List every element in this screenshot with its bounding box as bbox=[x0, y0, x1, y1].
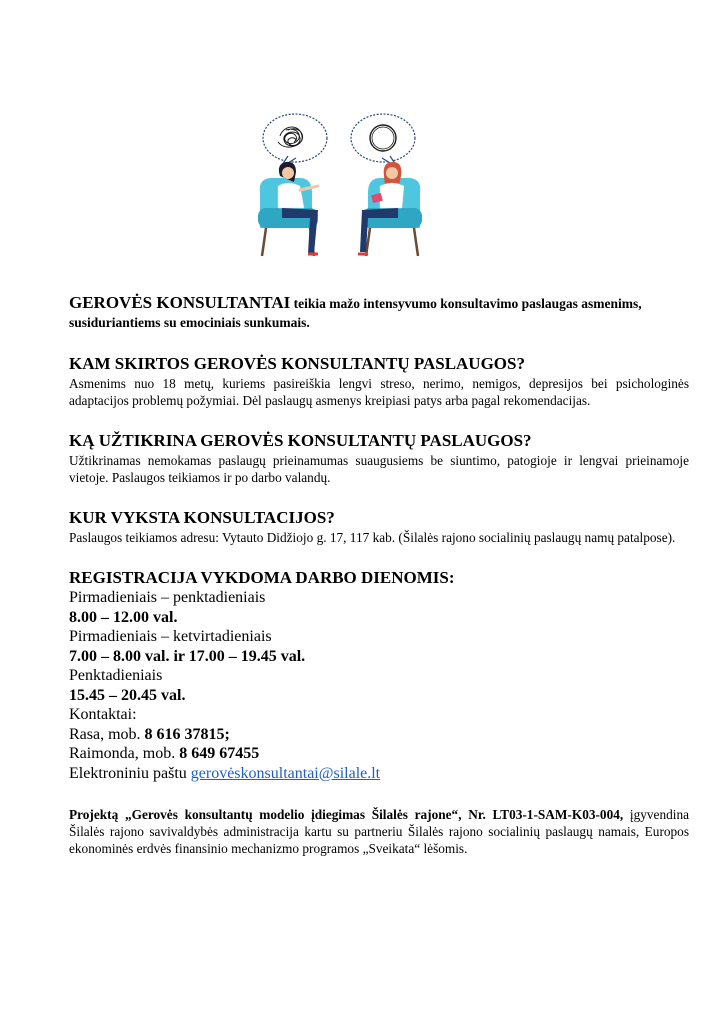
intro-lead: GEROVĖS KONSULTANTAI bbox=[69, 293, 291, 312]
email-line bbox=[69, 764, 689, 784]
consultation-illustration bbox=[250, 108, 430, 263]
schedule-days: Pirmadieniais – penktadieniais bbox=[69, 589, 266, 606]
section-text: Paslaugos teikiamos adresu: Vytauto Didžiojo g. 17, 117 kab. (Šilalės rajono socialinių paslaugų namų patalpose). bbox=[69, 530, 676, 545]
contact-raimonda bbox=[69, 744, 689, 764]
section-heading: KUR VYKSTA KONSULTACIJOS? bbox=[69, 508, 335, 527]
schedule-days: Penktadieniais bbox=[69, 667, 163, 684]
schedule-hours: 7.00 – 8.00 val. ir 17.00 – 19.45 val. bbox=[69, 647, 306, 665]
project-title: Projektą „Gerovės konsultantų modelio įdiegimas Šilalės rajone“, Nr. LT03-1-SAM-K03-004, bbox=[69, 807, 624, 822]
section-what bbox=[69, 431, 689, 486]
contacts-label: Kontaktai: bbox=[69, 706, 137, 723]
schedule-hours: 15.45 – 20.45 val. bbox=[69, 686, 186, 704]
section-heading: KĄ UŽTIKRINA GEROVĖS KONSULTANTŲ PASLAUGOS? bbox=[69, 431, 532, 450]
contact-rasa bbox=[69, 725, 689, 745]
schedule-hours: 8.00 – 12.00 val. bbox=[69, 608, 178, 626]
intro-text: teikia mažo intensyvumo konsultavimo paslaugas asmenims, susiduriantiems su emociniais sunkumais. bbox=[69, 296, 642, 330]
email-label: Elektroniniu paštu bbox=[69, 764, 191, 782]
document-body bbox=[69, 293, 689, 870]
project-description: įgyvendina Šilalės rajono savivaldybės administracija kartu su partneriu Šilalės rajono socialinių paslaugų namais, Europos ekonominės erdvės finansinio mechanizmo programos „Sveikata“ lėšomis. bbox=[69, 807, 689, 856]
intro-paragraph bbox=[69, 293, 689, 332]
registration-title: REGISTRACIJA VYKDOMA DARBO DIENOMIS: bbox=[69, 568, 455, 587]
contact-phone: 8 649 67455 bbox=[179, 745, 260, 762]
right-woman-figure bbox=[358, 162, 404, 254]
section-text: Užtikrinamas nemokamas paslaugų prieinamumas suaugusiems be siuntimo, patogioje ir lengvai prieinamoje vietoje. Paslaugos teikiamos ir po darbo valandų. bbox=[69, 453, 689, 485]
registration-section bbox=[69, 568, 689, 783]
contact-name: Raimonda, mob. bbox=[69, 745, 180, 762]
section-where bbox=[69, 508, 689, 546]
contact-name: Rasa, mob. bbox=[69, 725, 145, 743]
tangled-thought-bubble bbox=[263, 114, 327, 168]
contact-phone: 8 616 37815; bbox=[144, 725, 230, 743]
calm-thought-bubble bbox=[351, 114, 415, 168]
section-text: Asmenims nuo 18 metų, kuriems pasireiškia lengvi streso, nerimo, nemigos, depresijos bei psichologinės adaptacijos problemų požymiai. Dėl paslaugų asmenys kreipiasi patys arba pagal rekomendacijas. bbox=[69, 376, 689, 408]
section-who bbox=[69, 354, 689, 409]
section-heading: KAM SKIRTOS GEROVĖS KONSULTANTŲ PASLAUGOS? bbox=[69, 354, 525, 373]
schedule-days: Pirmadieniais – ketvirtadieniais bbox=[69, 628, 272, 645]
project-footer bbox=[69, 806, 689, 857]
email-link[interactable]: gerovėskonsultantai@silale.lt bbox=[190, 764, 381, 782]
